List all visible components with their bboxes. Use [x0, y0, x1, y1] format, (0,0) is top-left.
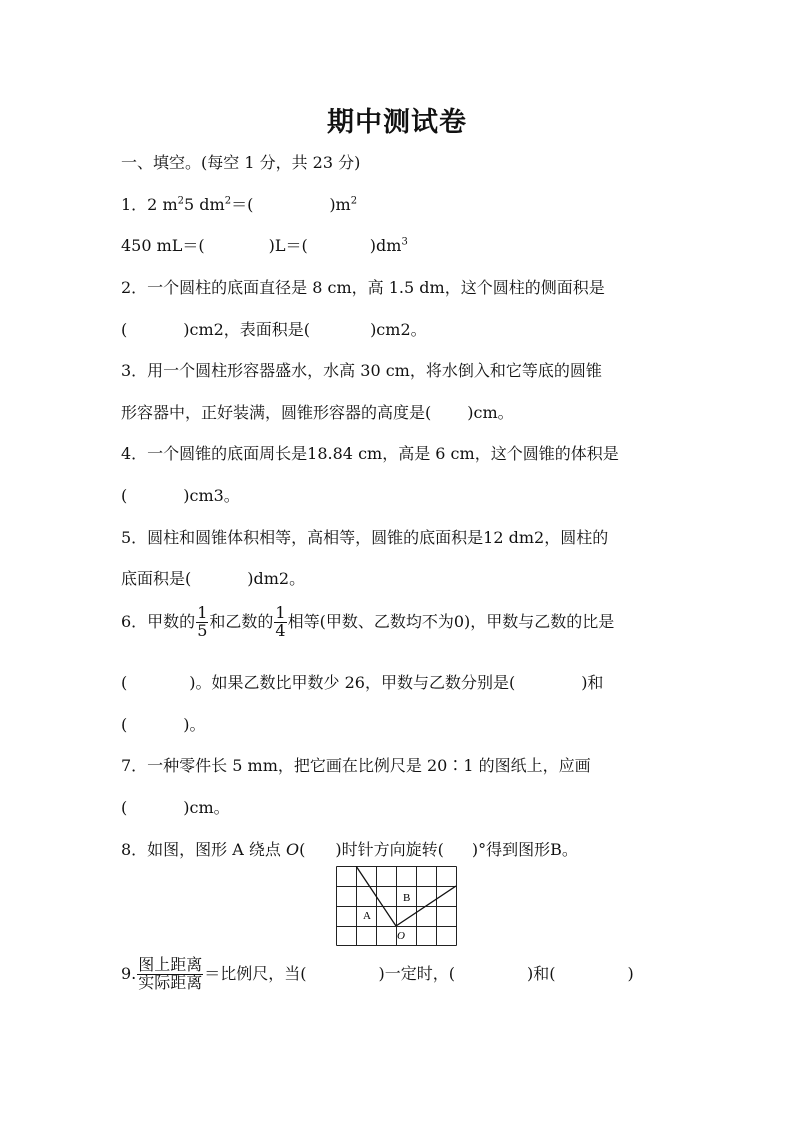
question-1-line-1 — [121, 192, 357, 215]
section-heading: 一、填空。(每空 1 分，共 23 分) — [121, 153, 361, 172]
q1-text-mid: 5 dm — [184, 195, 225, 214]
question-3-line-1: 3．用一个圆柱形容器盛水，水高 30 cm，将水倒入和它等底的圆锥 — [121, 361, 602, 380]
q2-end: )cm2。 — [370, 320, 427, 339]
q6-end-2: )。 — [183, 715, 206, 734]
question-4-line-2 — [121, 483, 240, 506]
question-9-line-1 — [121, 957, 634, 992]
fraction-denominator: 5 — [197, 620, 208, 640]
q4-end: )cm3。 — [183, 486, 240, 505]
question-5-line-1: 5．圆柱和圆锥体积相等，高相等，圆锥的底面积是12 dm2，圆柱的 — [121, 528, 609, 547]
page-title: 期中测试卷 — [327, 107, 467, 138]
q6-open-2: ( — [121, 715, 128, 734]
q6-text-b: 和乙数的 — [209, 611, 274, 631]
q6-mid: )。如果乙数比甲数少 26，甲数与乙数分别是( — [189, 673, 516, 692]
question-6-line-3 — [121, 712, 206, 735]
q9-number: 9. — [121, 963, 137, 983]
q1-b-mid: )L＝( — [268, 236, 308, 255]
question-6-line-1 — [121, 605, 614, 640]
fraction-denominator: 实际距离 — [138, 972, 203, 992]
q1-sup-2: 2 — [224, 195, 232, 207]
question-1-line-2 — [121, 233, 408, 256]
question-4-line-1: 4．一个圆锥的底面周长是18.84 cm，高是 6 cm，这个圆锥的体积是 — [121, 444, 619, 463]
question-7-line-2 — [121, 795, 230, 818]
question-7-line-1: 7．一种零件长 5 mm，把它画在比例尺是 20∶1 的图纸上，应画 — [121, 756, 591, 775]
q9-text-b: )一定时，( — [378, 963, 456, 983]
question-2-line-1: 2．一个圆柱的底面直径是 8 cm，高 1.5 dm，这个圆柱的侧面积是 — [121, 278, 605, 297]
figure-label-a: A — [363, 910, 371, 922]
question-6-line-2 — [121, 670, 603, 693]
q6-end: )和 — [581, 673, 604, 692]
question-3-line-2 — [121, 400, 514, 423]
q2-mid: )cm2，表面积是( — [183, 320, 311, 339]
point-o-label: O — [286, 840, 300, 859]
q8-open: ( — [299, 840, 306, 859]
fraction-one-fourth — [274, 605, 286, 640]
q3-end: )cm。 — [467, 403, 514, 422]
q7-open: ( — [121, 798, 128, 817]
q5-text: 底面积是( — [121, 569, 192, 588]
q6-text-a: 6．甲数的 — [121, 611, 196, 631]
q1-b-text: 450 mL＝( — [121, 236, 205, 255]
q9-text-a: ＝比例尺，当( — [204, 963, 307, 983]
fraction-denominator: 4 — [275, 620, 286, 640]
q2-open: ( — [121, 320, 128, 339]
question-8-line-1 — [121, 837, 578, 860]
fraction-numerator: 1 — [197, 603, 208, 622]
q9-text-d: ) — [627, 963, 634, 983]
fraction-scale-definition — [137, 957, 203, 992]
fraction-one-fifth — [196, 605, 208, 640]
q8-text-d: )°得到图形B。 — [471, 840, 578, 859]
q7-end: )cm。 — [183, 798, 230, 817]
q6-text-c: 相等(甲数、乙数均不为0)，甲数与乙数的比是 — [287, 611, 615, 631]
q8-text-c: )时针方向旋转( — [335, 840, 444, 859]
q1-text-end: )m — [329, 195, 351, 214]
question-2-line-2 — [121, 317, 427, 340]
figure-label-b: B — [403, 892, 411, 904]
q8-text-a: 8．如图，图形 A 绕点 — [121, 840, 286, 859]
question-5-line-2 — [121, 566, 305, 589]
q5-end: )dm2。 — [247, 569, 306, 588]
rotation-grid-figure — [336, 866, 457, 946]
q1-sup-1: 2 — [177, 195, 184, 207]
figure-label-o: O — [397, 930, 405, 942]
q1-b-end: )dm — [369, 236, 402, 255]
q6-open: ( — [121, 673, 128, 692]
q9-text-c: )和( — [527, 963, 556, 983]
q4-open: ( — [121, 486, 128, 505]
q1-b-sup: 3 — [401, 236, 408, 248]
fraction-numerator: 1 — [275, 603, 286, 622]
q1-text-eq: ＝( — [231, 195, 254, 214]
q1-text-a: 1．2 m — [121, 195, 178, 214]
fraction-numerator: 图上距离 — [138, 955, 203, 974]
q3-text: 形容器中，正好装满，圆锥形容器的高度是( — [121, 403, 432, 422]
q1-sup-3: 2 — [350, 195, 358, 207]
